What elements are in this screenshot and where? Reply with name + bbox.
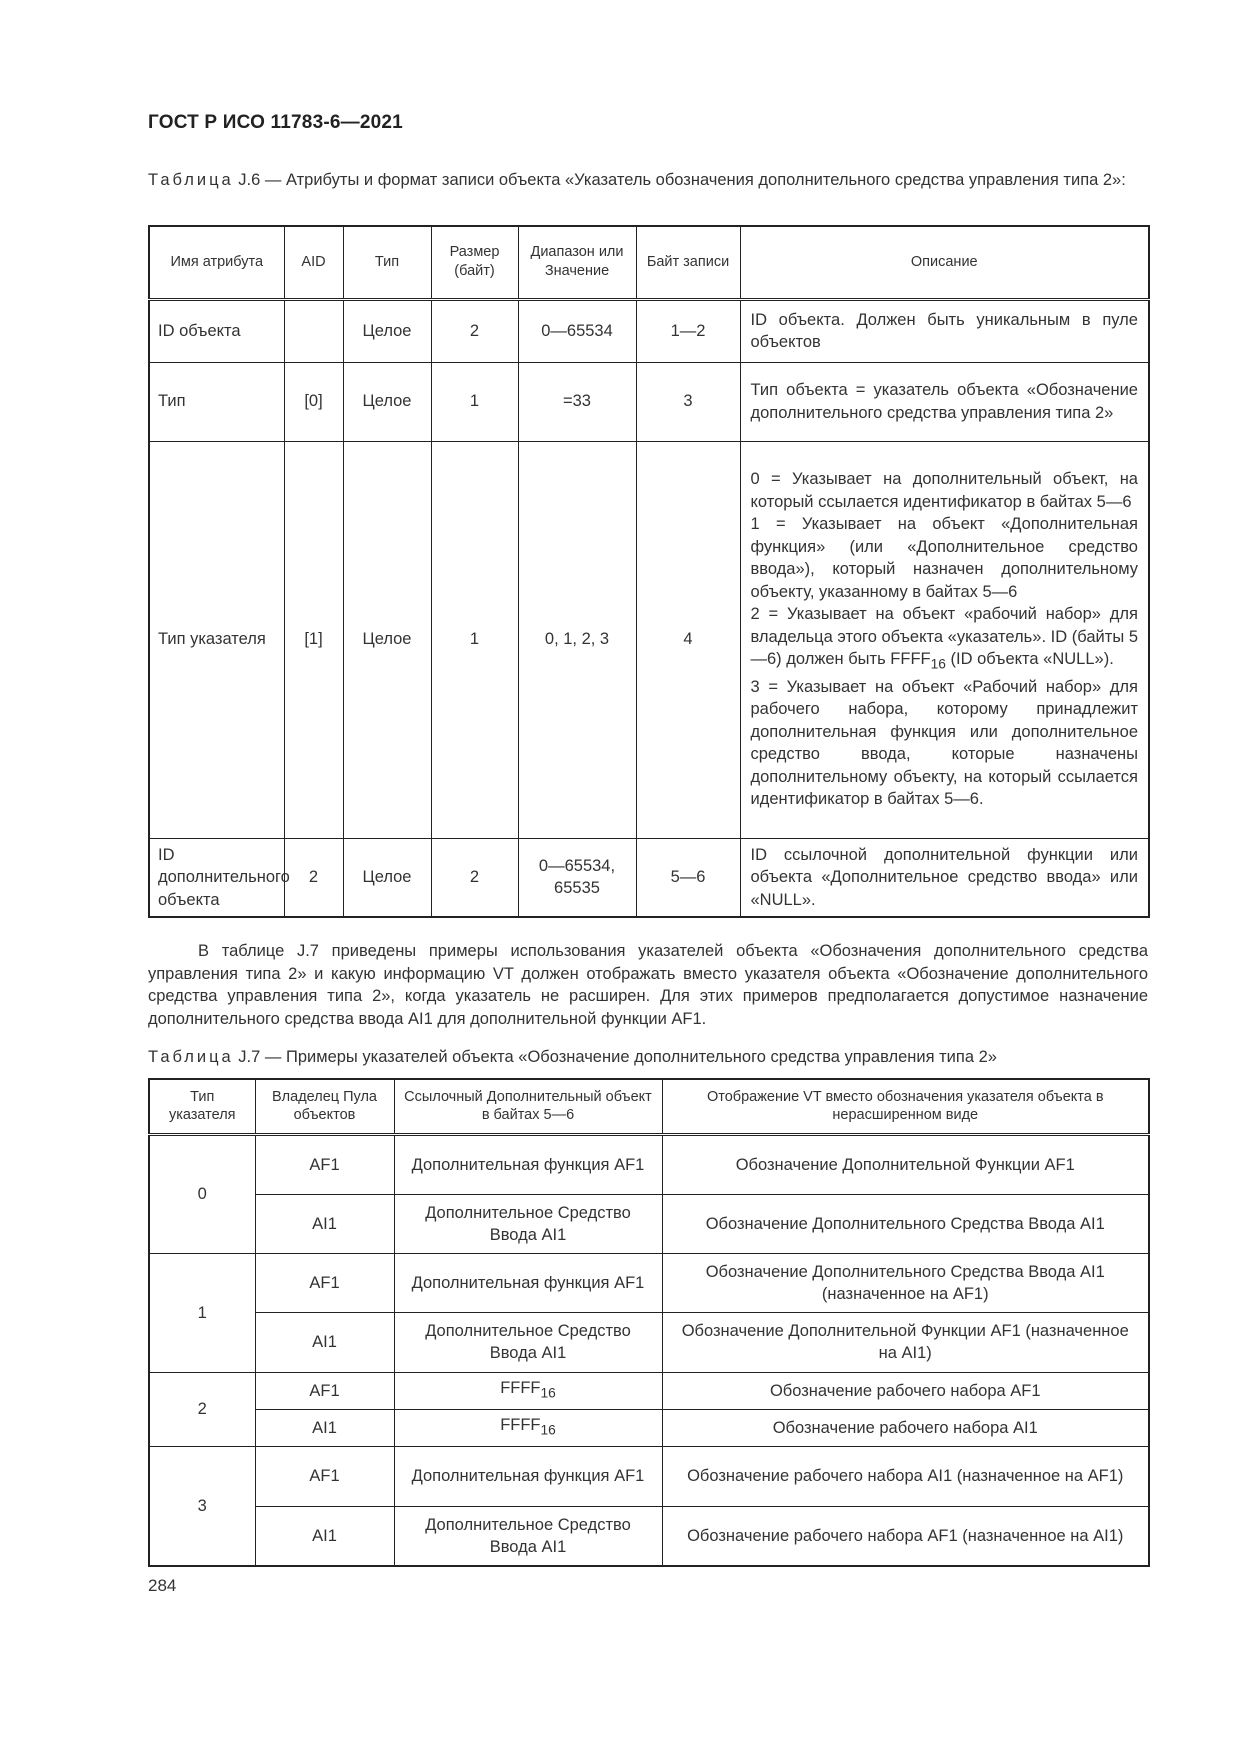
table-j7 [148,1078,1150,1567]
cell-type: Целое [343,838,431,917]
cell-owner: AI1 [255,1194,394,1253]
cell-display: Обозначение рабочего набора AF1 (назначенное на AI1) [662,1506,1149,1566]
cell-range: =33 [518,362,636,441]
cell-owner: AF1 [255,1134,394,1194]
cell-bytes: 1—2 [636,299,740,362]
document-header: ГОСТ Р ИСО 11783-6—2021 [148,112,403,133]
cell-display: Обозначение Дополнительной Функции AF1 [662,1134,1149,1194]
description-line: 3 = Указывает на объект «Рабочий набор» для рабочего набора, которому принадлежит дополнительная функция или дополнительное средство ввода, которые назначены дополнительному объекту, на который ссылается идентификатор в байтах 5—6. [750,677,1138,809]
header-cell: Диапазон или Значение [518,226,636,299]
reference-text: FFFF [500,1415,541,1434]
cell-reference: Дополнительное Средство Ввода AI1 [394,1194,662,1253]
header-cell: Тип указателя [149,1079,255,1134]
header-cell: Владелец Пула объектов [255,1079,394,1134]
header-cell: Описание [740,226,1149,299]
table-row [149,1312,1149,1372]
cell-bytes: 4 [636,441,740,838]
table-row [149,1253,1149,1312]
header-cell: Отображение VT вместо обозначения указателя объекта в нерасширенном виде [662,1079,1149,1134]
cell-aid [284,299,343,362]
table-row [149,1446,1149,1506]
cell-pointer-type: 3 [149,1446,255,1566]
subscript: 16 [540,1385,556,1401]
reference-text: FFFF [500,1378,541,1397]
cell-description: Тип объекта = указатель объекта «Обозначение дополнительного средства управления типа 2» [740,362,1149,441]
cell-display: Обозначение Дополнительной Функции AF1 (назначенное на AI1) [662,1312,1149,1372]
cell-name: Тип [149,362,284,441]
cell-reference: Дополнительное Средство Ввода AI1 [394,1312,662,1372]
cell-size: 2 [431,299,518,362]
header-cell: Ссылочный Дополнительный объект в байтах 5—6 [394,1079,662,1134]
cell-owner: AI1 [255,1409,394,1446]
table-row [149,1409,1149,1446]
table-row [149,838,1149,917]
cell-reference: Дополнительное Средство Ввода AI1 [394,1506,662,1566]
caption-label: Таблица [148,1048,234,1066]
description-text: 2 = Указывает на объект «рабочий набор» для владельца этого объекта «указатель». ID (байты 5—6) должен быть FFFF [750,605,1138,669]
table-j7-caption [148,1047,1148,1068]
body-paragraph [148,940,1148,1030]
cell-pointer-type: 1 [149,1253,255,1372]
cell-description [740,441,1149,838]
cell-reference: Дополнительная функция AF1 [394,1446,662,1506]
cell-size: 2 [431,838,518,917]
cell-aid: [0] [284,362,343,441]
cell-pointer-type: 2 [149,1372,255,1446]
table-row [149,441,1149,838]
cell-name: ID объекта [149,299,284,362]
cell-display: Обозначение рабочего набора AI1 [662,1409,1149,1446]
cell-owner: AI1 [255,1506,394,1566]
cell-reference: Дополнительная функция AF1 [394,1253,662,1312]
description-text: (ID объекта «NULL»). [945,650,1114,669]
cell-name: ID дополнительного объекта [149,838,284,917]
cell-size: 1 [431,362,518,441]
cell-display: Обозначение рабочего набора AI1 (назначенное на AF1) [662,1446,1149,1506]
cell-description: ID объекта. Должен быть уникальным в пуле объектов [740,299,1149,362]
cell-reference [394,1372,662,1409]
cell-display: Обозначение Дополнительного Средства Ввода AI1 (назначенное на AF1) [662,1253,1149,1312]
cell-bytes: 5—6 [636,838,740,917]
cell-aid: [1] [284,441,343,838]
cell-display: Обозначение рабочего набора AF1 [662,1372,1149,1409]
cell-reference: Дополнительная функция AF1 [394,1134,662,1194]
cell-owner: AF1 [255,1372,394,1409]
table-row [149,1506,1149,1566]
caption-text: J.6 — Атрибуты и формат записи объекта «Указатель обозначения дополнительного средства управления типа 2»: [233,171,1126,189]
cell-type: Целое [343,441,431,838]
page-number: 284 [148,1576,177,1595]
description-line: 0 = Указывает на дополнительный объект, на который ссылается идентификатор в байтах 5—6 [750,470,1138,511]
header-cell: Размер (байт) [431,226,518,299]
header-cell: Тип [343,226,431,299]
cell-range: 0—65534, 65535 [518,838,636,917]
cell-owner: AF1 [255,1446,394,1506]
description-line: 1 = Указывает на объект «Дополнительная функция» (или «Дополнительное средство ввода»), который назначен дополнительному объекту, указанному в байтах 5—6 [750,515,1138,601]
table-j6 [148,225,1150,918]
table-j6-caption [148,170,1148,191]
cell-display: Обозначение Дополнительного Средства Ввода AI1 [662,1194,1149,1253]
table-row [149,1194,1149,1253]
table-row [149,1134,1149,1194]
description-line [751,603,1139,676]
caption-label: Таблица [148,171,234,189]
subscript: 16 [930,656,946,672]
cell-range: 0, 1, 2, 3 [518,441,636,838]
header-cell: Имя атрибута [149,226,284,299]
cell-size: 1 [431,441,518,838]
cell-type: Целое [343,362,431,441]
header-cell: Байт записи [636,226,740,299]
cell-owner: AF1 [255,1253,394,1312]
table-row [149,1372,1149,1409]
header-cell: AID [284,226,343,299]
table-row [149,362,1149,441]
cell-bytes: 3 [636,362,740,441]
cell-type: Целое [343,299,431,362]
cell-aid: 2 [284,838,343,917]
cell-name: Тип указателя [149,441,284,838]
cell-pointer-type: 0 [149,1134,255,1253]
cell-owner: AI1 [255,1312,394,1372]
table-row [149,299,1149,362]
cell-range: 0—65534 [518,299,636,362]
paragraph-text: В таблице J.7 приведены примеры использования указателей объекта «Обозначения дополнительного средства управления типа 2» и какую информацию VT должен отображать вместо указателя объекта «Обозначение дополнительного средства управления типа 2», когда указатель не расширен. Для этих примеров предполагается допустимое назначение дополнительного средства ввода AI1 для дополнительной функции AF1. [148,942,1148,1028]
cell-reference [394,1409,662,1446]
cell-description: ID ссылочной дополнительной функции или объекта «Дополнительное средство ввода» или «NULL». [740,838,1149,917]
subscript: 16 [540,1422,556,1438]
caption-text: J.7 — Примеры указателей объекта «Обозначение дополнительного средства управления типа 2» [233,1048,997,1066]
